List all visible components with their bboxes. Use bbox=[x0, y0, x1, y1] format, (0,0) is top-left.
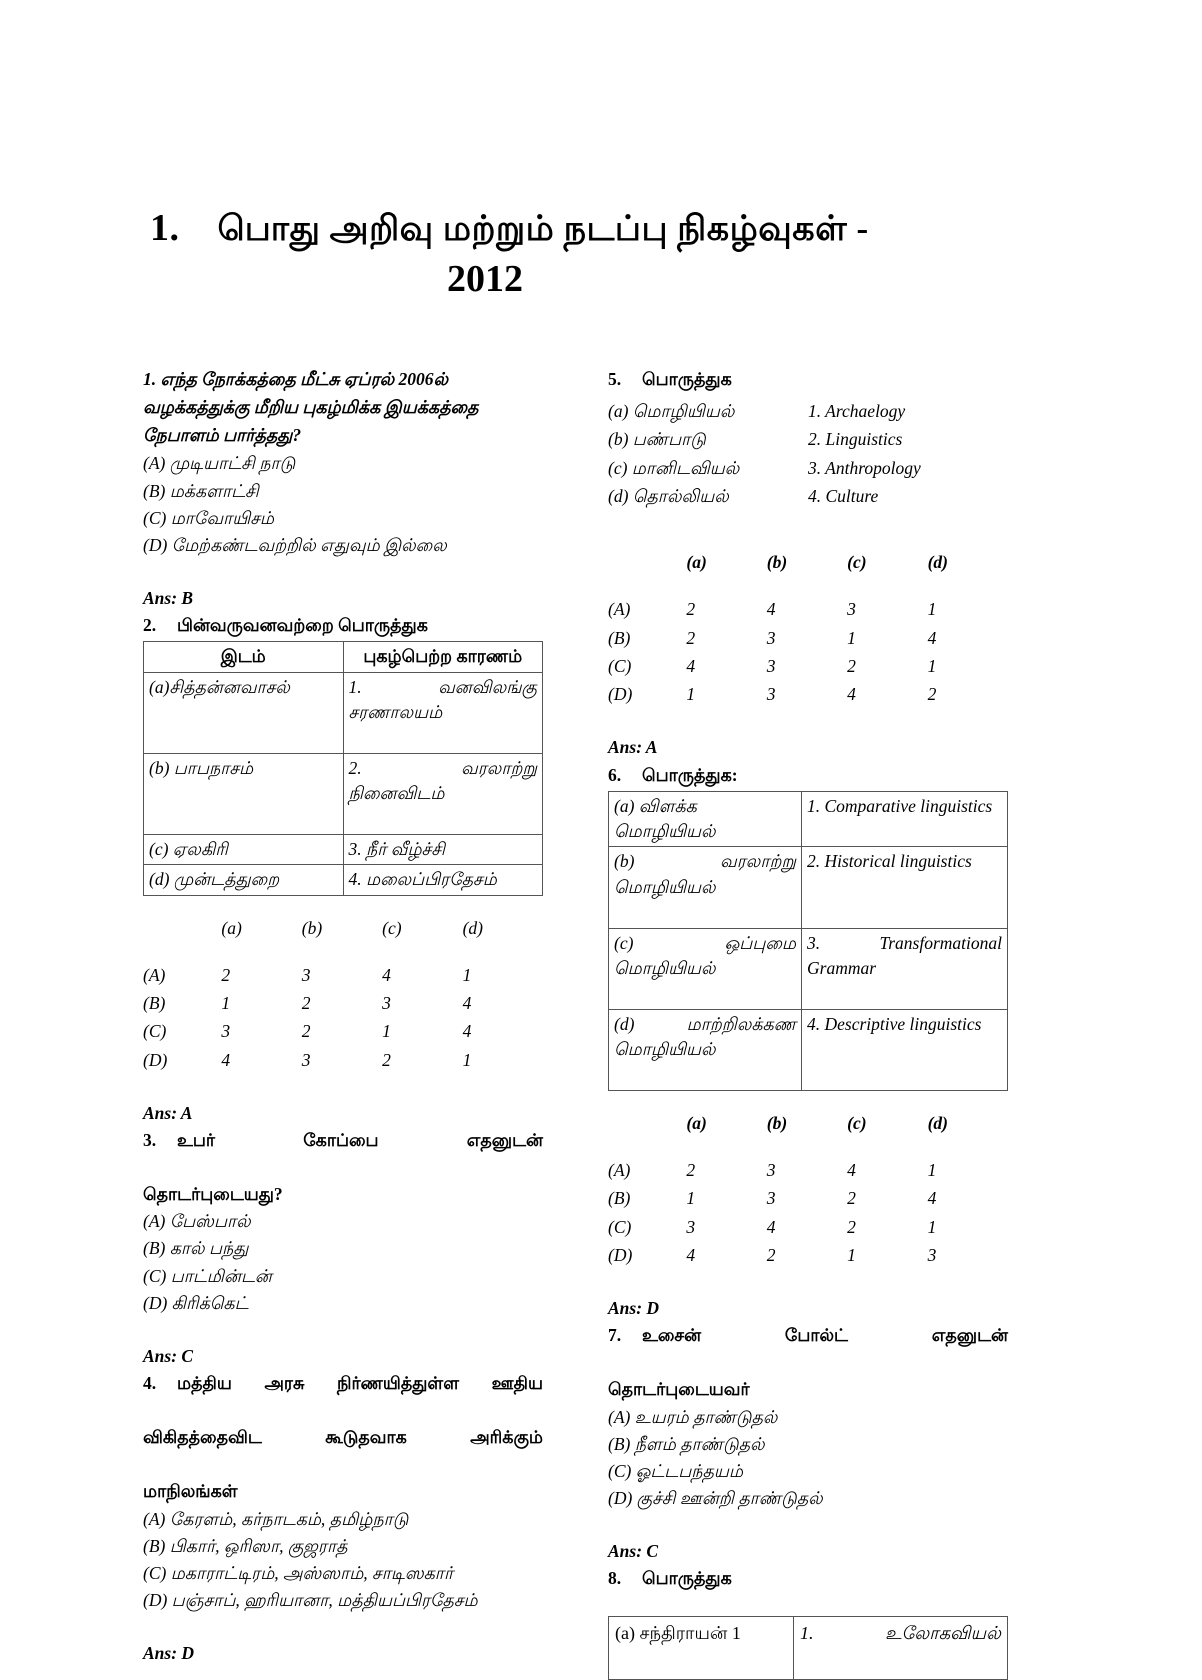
q6-grid-row-B-d: 4 bbox=[927, 1188, 937, 1209]
q4-head-line-2 bbox=[143, 1424, 543, 1478]
q7-head-word-3: எதனுடன் bbox=[931, 1325, 1009, 1346]
question-3 bbox=[143, 1127, 543, 1370]
q7-head-line-2: தொடர்புடையவர் bbox=[608, 1379, 750, 1400]
q5-answer: Ans: A bbox=[608, 737, 658, 758]
q3-head-word-1: உபர் bbox=[177, 1129, 216, 1150]
q7-option-d: (D) குச்சி ஊன்றி தாண்டுதல் bbox=[608, 1487, 823, 1508]
q1-stem-line-3: நேபாளம் பார்த்தது? bbox=[143, 425, 302, 446]
q6-grid-row-A-a: 2 bbox=[686, 1160, 696, 1180]
q2-cell-b-right bbox=[343, 753, 543, 834]
q4-head-word-2: அரசு bbox=[264, 1372, 305, 1393]
q7-option-a: (A) உயரம் தாண்டுதல் bbox=[608, 1406, 778, 1427]
q2-head bbox=[143, 612, 543, 639]
q6-match-table bbox=[608, 791, 1008, 1091]
q8-cell-a-text: உலோகவியல் bbox=[885, 1623, 1001, 1644]
q2-grid-row-C-c: 1 bbox=[382, 1021, 391, 1042]
q2-cell-d-left: (d) முன்டத்துறை bbox=[144, 865, 344, 895]
q6-grid-row-C-b: 4 bbox=[766, 1216, 776, 1237]
left-column bbox=[143, 366, 543, 1667]
q5-grid-row-C-a: 4 bbox=[686, 655, 696, 676]
q5-grid-row-C-c: 2 bbox=[847, 655, 856, 676]
q3-option-b: (B) கால் பந்து bbox=[143, 1238, 249, 1259]
q2-grid-row-A-a: 2 bbox=[221, 964, 231, 985]
q6-grid-head-c: (c) bbox=[847, 1112, 867, 1133]
q5-head-text: பொருத்துக bbox=[642, 369, 732, 389]
q2-answer-grid bbox=[143, 914, 543, 1074]
q5-grid-row-D-c: 4 bbox=[847, 684, 856, 705]
q6-grid-row-D-b: 2 bbox=[766, 1244, 776, 1265]
q4-head-line-3: மாநிலங்கள் bbox=[143, 1481, 238, 1502]
table-row bbox=[608, 624, 1008, 652]
q7-head-word-1: உசைன் bbox=[642, 1325, 702, 1346]
q2-grid-row-D-label: (D) bbox=[143, 1049, 168, 1070]
q6-answer-grid bbox=[608, 1109, 1008, 1269]
q5-head bbox=[608, 366, 1008, 393]
question-8 bbox=[608, 1565, 1008, 1680]
q6-cell-d-left: (d) மாற்றிலக்கண மொழியியல் bbox=[609, 1009, 802, 1090]
q2-grid-head-a: (a) bbox=[221, 917, 242, 938]
q2-grid-row-A-c: 4 bbox=[382, 964, 391, 985]
q5-grid-row-C-label: (C) bbox=[608, 655, 632, 676]
q2-grid-row-C-label: (C) bbox=[143, 1021, 167, 1042]
q4-head-word-3: நிர்ணயித்துள்ள bbox=[336, 1372, 460, 1393]
q2-grid-row-B-b: 2 bbox=[301, 993, 311, 1013]
q5-grid-row-B-label: (B) bbox=[608, 627, 631, 648]
table-row bbox=[609, 847, 1008, 928]
q2-grid-head-c: (c) bbox=[382, 917, 402, 938]
table-row bbox=[144, 642, 543, 672]
table-row bbox=[609, 1009, 1008, 1090]
q2-grid-row-B-a: 1 bbox=[221, 993, 231, 1013]
q6-grid-row-A-label: (A) bbox=[608, 1160, 631, 1180]
q3-head-word-2: கோப்பை bbox=[303, 1129, 379, 1150]
q2-col-header-1: இடம் bbox=[144, 642, 344, 672]
q5-pair-a-left: (a) மொழியியல் bbox=[608, 401, 735, 422]
q6-head-text: பொருத்துக: bbox=[642, 764, 738, 785]
q1-stem-line-1: 1. எந்த நோக்கத்தை மீட்சு ஏப்ரல் 2006ல் bbox=[143, 369, 449, 389]
q2-cell-c-left: (c) ஏலகிரி bbox=[144, 834, 344, 864]
q6-grid-row-D-c: 1 bbox=[847, 1244, 856, 1265]
q2-cell-a-left: (a)சித்தன்னவாசல் bbox=[144, 672, 344, 753]
q6-grid-row-B-a: 1 bbox=[686, 1188, 696, 1209]
q5-pair-c-left: (c) மானிடவியல் bbox=[608, 457, 740, 478]
q5-grid-head-0 bbox=[608, 548, 686, 595]
q5-grid-row-C-d: 1 bbox=[927, 655, 937, 676]
q2-grid-row-A-b: 3 bbox=[301, 964, 311, 985]
q6-grid-row-C-d: 1 bbox=[927, 1216, 937, 1237]
table-row bbox=[143, 1046, 543, 1074]
table-row bbox=[609, 791, 1008, 847]
table-row bbox=[144, 672, 543, 753]
table-row bbox=[608, 1213, 1008, 1241]
table-row bbox=[608, 1156, 1008, 1184]
q8-cell-a-left: (a) சந்திராயன் 1 bbox=[609, 1617, 794, 1680]
q2-grid-row-B-d: 4 bbox=[462, 993, 472, 1013]
q1-option-a: (A) முடியாட்சி நாடு bbox=[143, 453, 296, 474]
q6-grid-head-a: (a) bbox=[686, 1112, 707, 1133]
q8-cell-a-right bbox=[794, 1617, 1008, 1680]
q6-grid-head-0 bbox=[608, 1109, 686, 1156]
q5-grid-row-B-a: 2 bbox=[686, 627, 696, 648]
q7-head-word-2: போல்ட் bbox=[784, 1325, 848, 1346]
q4-option-d: (D) பஞ்சாப், ஹரியானா, மத்தியப்பிரதேசம் bbox=[143, 1589, 478, 1610]
q8-head bbox=[608, 1565, 1008, 1592]
q5-pair-c-right: 3. Anthropology bbox=[808, 457, 921, 478]
q5-grid-row-B-d: 4 bbox=[927, 627, 937, 648]
q2-answer: Ans: A bbox=[143, 1102, 193, 1123]
title-year: 2012 bbox=[447, 257, 523, 300]
q6-cell-a-right: 1. Comparative linguistics bbox=[802, 791, 1008, 847]
q1-stem-line-2: வழக்கத்துக்கு மீறிய புகழ்மிக்க இயக்கத்தை bbox=[143, 397, 479, 418]
right-column bbox=[608, 366, 1008, 1680]
q5-pair-b-right: 2. Linguistics bbox=[808, 429, 903, 450]
q2-grid-row-B-c: 3 bbox=[382, 993, 391, 1013]
q6-grid-row-C-a: 3 bbox=[686, 1216, 696, 1237]
q2-number: 2. bbox=[143, 615, 157, 635]
q5-grid-head-d: (d) bbox=[927, 552, 948, 573]
q5-grid-row-B-b: 3 bbox=[766, 627, 776, 648]
q3-head-word-3: எதனுடன் bbox=[466, 1129, 543, 1150]
q7-option-c: (C) ஓட்டபந்தயம் bbox=[608, 1460, 743, 1481]
question-5 bbox=[608, 366, 1008, 762]
q3-option-d: (D) கிரிக்கெட் bbox=[143, 1292, 249, 1313]
q3-answer: Ans: C bbox=[143, 1345, 194, 1366]
q6-grid-row-C-c: 2 bbox=[847, 1216, 856, 1237]
q4-head2-word-3: அரிக்கும் bbox=[470, 1427, 543, 1448]
q4-option-a: (A) கேரளம், கர்நாடகம், தமிழ்நாடு bbox=[143, 1508, 409, 1529]
q1-answer: Ans: B bbox=[143, 587, 194, 608]
q5-pair-a-right: 1. Archaelogy bbox=[808, 401, 906, 422]
q4-head2-word-2: கூடுதவாக bbox=[325, 1427, 407, 1448]
q5-grid-row-D-a: 1 bbox=[686, 684, 696, 705]
q3-head-line-1 bbox=[143, 1127, 543, 1181]
q5-pair-b-left: (b) பண்பாடு bbox=[608, 429, 706, 450]
q5-grid-head-b: (b) bbox=[766, 552, 788, 573]
q5-grid-row-A-d: 1 bbox=[927, 599, 937, 620]
q2-cell-a-right bbox=[343, 672, 543, 753]
q2-grid-head-b: (b) bbox=[301, 917, 323, 938]
q2-grid-head-d: (d) bbox=[462, 917, 483, 938]
q2-cell-b-left: (b) பாபநாசம் bbox=[144, 753, 344, 834]
q6-grid-head-b: (b) bbox=[766, 1112, 788, 1133]
q6-grid-row-B-b: 3 bbox=[766, 1188, 776, 1209]
table-row bbox=[144, 753, 543, 834]
table-row bbox=[608, 397, 1008, 425]
q2-grid-row-D-a: 4 bbox=[221, 1049, 231, 1070]
q6-answer: Ans: D bbox=[608, 1298, 660, 1318]
q4-head2-word-1: விகிதத்தைவிட bbox=[143, 1427, 262, 1448]
q6-cell-b-right: 2. Historical linguistics bbox=[802, 847, 1008, 928]
table-row bbox=[608, 1184, 1008, 1212]
q6-grid-row-B-c: 2 bbox=[847, 1188, 856, 1209]
q5-grid-row-C-b: 3 bbox=[766, 655, 776, 676]
q2-grid-row-A-label: (A) bbox=[143, 964, 166, 985]
q6-cell-c-right: 3. Transformational Grammar bbox=[802, 928, 1008, 1009]
q3-option-a: (A) பேஸ்பால் bbox=[143, 1211, 251, 1232]
table-row bbox=[608, 595, 1008, 623]
q2-match-table bbox=[143, 641, 543, 895]
q2-cell-b-text: வரலாற்று நினைவிடம் bbox=[348, 757, 537, 803]
q8-match-table bbox=[608, 1616, 1008, 1680]
q2-cell-a-text: வனவிலங்கு சரணாலயம் bbox=[348, 676, 537, 722]
q6-grid-row-A-b: 3 bbox=[766, 1160, 776, 1180]
q8-cell-a-num: 1. bbox=[800, 1623, 814, 1644]
q7-option-b: (B) நீளம் தாண்டுதல் bbox=[608, 1433, 765, 1454]
table-row bbox=[609, 928, 1008, 1009]
q4-head-line-1 bbox=[143, 1370, 543, 1424]
q4-head-word-4: ஊதிய bbox=[491, 1372, 544, 1393]
q6-number: 6. bbox=[608, 764, 622, 785]
q2-grid-row-D-d: 1 bbox=[462, 1049, 472, 1070]
table-row bbox=[609, 1617, 1008, 1680]
q6-head bbox=[608, 762, 1008, 789]
table-row bbox=[144, 834, 543, 864]
page-title bbox=[150, 205, 1050, 301]
q6-grid-row-C-label: (C) bbox=[608, 1216, 632, 1237]
q2-col-header-2: புகழ்பெற்ற காரணம் bbox=[343, 642, 543, 672]
q2-grid-row-C-d: 4 bbox=[462, 1021, 472, 1042]
title-number: 1. bbox=[150, 207, 180, 249]
table-row bbox=[144, 865, 543, 895]
title-line-1 bbox=[150, 205, 1050, 253]
table-row bbox=[143, 1017, 543, 1045]
q3-number: 3. bbox=[143, 1129, 157, 1150]
q6-grid-head-d: (d) bbox=[927, 1112, 948, 1133]
q2-grid-head-0 bbox=[143, 914, 221, 961]
q6-cell-a-left: (a) விளக்க மொழியியல் bbox=[609, 791, 802, 847]
table-row bbox=[608, 425, 1008, 453]
q6-grid-row-A-c: 4 bbox=[847, 1160, 856, 1180]
q2-grid-row-C-a: 3 bbox=[221, 1021, 231, 1042]
question-4 bbox=[143, 1370, 543, 1667]
q2-grid-row-D-b: 3 bbox=[301, 1049, 311, 1070]
q5-grid-row-D-b: 3 bbox=[766, 684, 776, 705]
q5-number: 5. bbox=[608, 369, 622, 389]
q1-option-d: (D) மேற்கண்டவற்றில் எதுவும் இல்லை bbox=[143, 534, 447, 555]
q6-grid-row-B-label: (B) bbox=[608, 1188, 631, 1209]
q2-cell-c-right: 3. நீர் வீழ்ச்சி bbox=[343, 834, 543, 864]
q6-cell-c-left: (c) ஒப்புமை மொழியியல் bbox=[609, 928, 802, 1009]
q3-head-line-2: தொடர்புடையது? bbox=[143, 1184, 283, 1205]
table-row bbox=[608, 548, 1008, 595]
q8-number: 8. bbox=[608, 1568, 622, 1589]
q5-pair-d-left: (d) தொல்லியல் bbox=[608, 485, 729, 506]
title-text: பொது அறிவு மற்றும் நடப்பு நிகழ்வுகள் - bbox=[217, 209, 869, 248]
table-row bbox=[143, 961, 543, 989]
q6-cell-b-left: (b) வரலாற்று மொழியியல் bbox=[609, 847, 802, 928]
q6-grid-row-D-label: (D) bbox=[608, 1244, 633, 1265]
table-row bbox=[143, 989, 543, 1017]
q2-cell-a-num: 1. bbox=[348, 676, 362, 697]
table-row bbox=[608, 652, 1008, 680]
q5-pair-d-right: 4. Culture bbox=[808, 485, 879, 506]
q5-grid-row-A-a: 2 bbox=[686, 599, 696, 620]
q6-grid-row-D-a: 4 bbox=[686, 1244, 696, 1265]
q6-grid-row-A-d: 1 bbox=[927, 1160, 937, 1180]
question-6 bbox=[608, 762, 1008, 1323]
q2-cell-b-num: 2. bbox=[348, 757, 362, 778]
q2-grid-row-C-b: 2 bbox=[301, 1021, 311, 1042]
question-1 bbox=[143, 366, 543, 612]
q3-option-c: (C) பாட்மின்டன் bbox=[143, 1265, 272, 1286]
q2-cell-d-right: 4. மலைப்பிரதேசம் bbox=[343, 865, 543, 895]
table-row bbox=[143, 914, 543, 961]
q5-grid-row-A-c: 3 bbox=[847, 599, 856, 620]
question-2 bbox=[143, 612, 543, 1127]
q6-grid-row-D-d: 3 bbox=[927, 1244, 937, 1265]
table-row bbox=[608, 1109, 1008, 1156]
table-row bbox=[608, 482, 1008, 510]
q5-grid-row-A-label: (A) bbox=[608, 599, 631, 620]
q2-head-text: பின்வருவனவற்றை பொருத்துக bbox=[177, 615, 428, 635]
q5-grid-row-A-b: 4 bbox=[766, 599, 776, 620]
q2-grid-row-A-d: 1 bbox=[462, 964, 472, 985]
q6-cell-d-right: 4. Descriptive linguistics bbox=[802, 1009, 1008, 1090]
q4-option-b: (B) பிகார், ஒரிஸா, குஜராத் bbox=[143, 1535, 348, 1556]
q1-option-b: (B) மக்களாட்சி bbox=[143, 480, 259, 501]
q5-pairs bbox=[608, 397, 1008, 510]
q7-head-line-1 bbox=[608, 1322, 1008, 1376]
q2-grid-row-D-c: 2 bbox=[382, 1049, 391, 1070]
q4-head-word-1: மத்திய bbox=[177, 1372, 232, 1393]
q5-grid-row-D-d: 2 bbox=[927, 684, 937, 705]
q4-answer: Ans: D bbox=[143, 1643, 195, 1663]
table-row bbox=[608, 454, 1008, 482]
q5-grid-row-D-label: (D) bbox=[608, 684, 633, 705]
table-row bbox=[608, 680, 1008, 708]
q7-number: 7. bbox=[608, 1325, 622, 1346]
q4-option-c: (C) மகாராட்டிரம், அஸ்ஸாம், சாடிஸகார் bbox=[143, 1562, 454, 1583]
q5-grid-head-c: (c) bbox=[847, 552, 867, 573]
table-row bbox=[608, 1241, 1008, 1269]
q5-grid-head-a: (a) bbox=[686, 552, 707, 573]
q1-option-c: (C) மாவோயிசம் bbox=[143, 507, 274, 528]
q8-head-text: பொருத்துக bbox=[642, 1568, 732, 1589]
q5-grid-row-B-c: 1 bbox=[847, 627, 856, 648]
question-7 bbox=[608, 1322, 1008, 1565]
q5-answer-grid bbox=[608, 548, 1008, 708]
q2-grid-row-B-label: (B) bbox=[143, 993, 166, 1013]
q7-answer: Ans: C bbox=[608, 1541, 659, 1561]
q4-number: 4. bbox=[143, 1372, 157, 1393]
